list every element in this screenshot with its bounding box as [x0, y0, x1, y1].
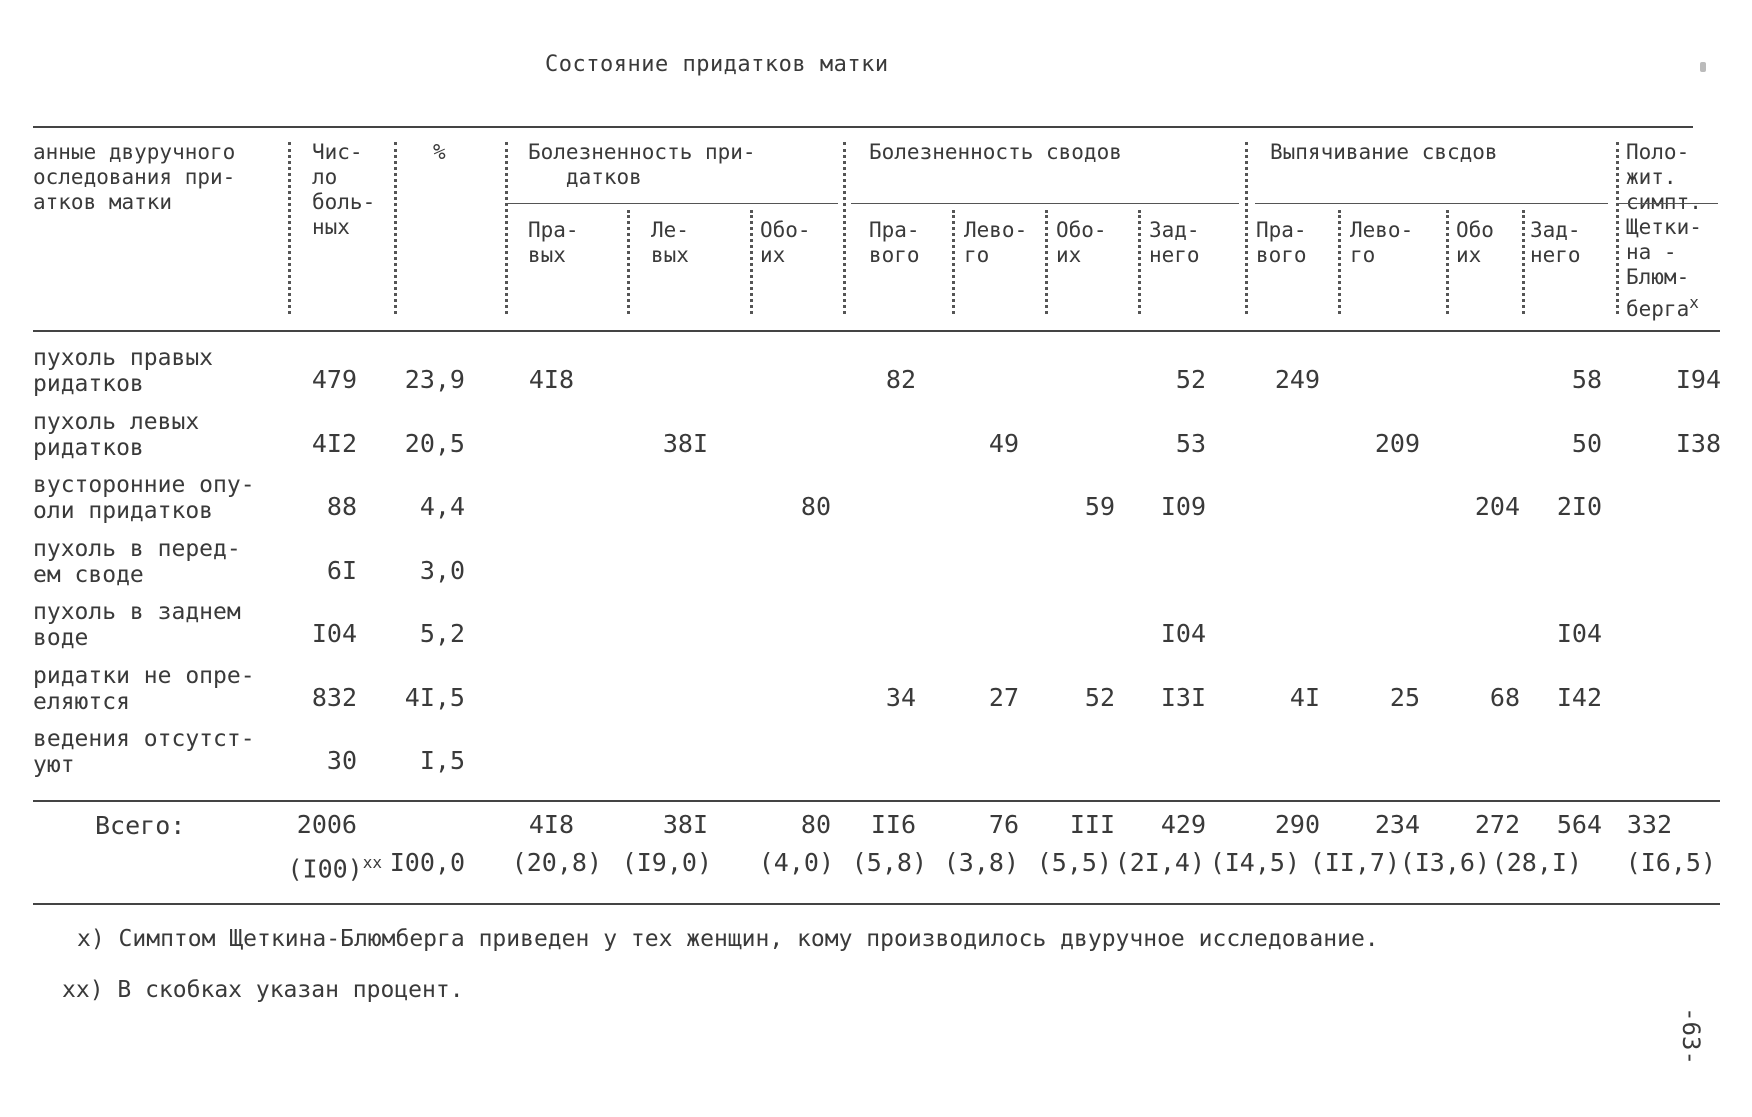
row-label: пухоль правых ридатков [33, 345, 214, 397]
bottom-rule [33, 903, 1720, 905]
total-label: Всего: [95, 811, 186, 840]
row-label: пухоль левых ридатков [33, 408, 200, 461]
cell-percent: 5,2 [419, 619, 465, 648]
total-value-percent: (20,8) [511, 848, 602, 877]
subheader-adnexa-both: Обо- их [760, 218, 811, 267]
cell-value: 2I0 [1556, 492, 1602, 521]
total-symptom: 332 [1626, 810, 1672, 839]
header-divider [288, 142, 291, 314]
total-value: II6 [870, 810, 916, 839]
header-divider [1338, 210, 1341, 314]
cell-value: 53 [1175, 428, 1206, 458]
row-label: пухоль в заднем воде [33, 599, 241, 651]
header-divider [952, 210, 955, 314]
total-top-rule [33, 800, 1720, 802]
total-value: 429 [1160, 810, 1206, 839]
total-value: 234 [1374, 810, 1420, 839]
cell-value: I04 [1160, 619, 1206, 648]
total-value-percent: (5,8) [851, 848, 927, 877]
total-count: 2006 [296, 810, 357, 839]
header-col-data: анные двуручного оследования при- атков матки [33, 140, 236, 214]
total-value: 38I [662, 810, 708, 839]
subheader-fornix-both: Обо- их [1056, 218, 1107, 267]
cell-value: 4I8 [528, 365, 574, 394]
total-value-percent: (II,7) [1309, 848, 1400, 877]
cell-value: 49 [988, 428, 1019, 458]
header-divider [1616, 142, 1619, 314]
header-divider [1446, 210, 1449, 314]
header-col-count: Чис- ло боль- ных [312, 140, 376, 239]
subheader-bulge-posterior: Зад- него [1530, 218, 1581, 267]
subheader-bulge-both: Обо их [1456, 218, 1494, 267]
cell-value: 80 [800, 492, 831, 521]
header-underline-last [1618, 203, 1718, 204]
cell-count: 479 [311, 365, 357, 394]
cell-count: 88 [326, 492, 357, 521]
cell-value: 52 [1084, 682, 1115, 712]
row-label: пухоль в перед- ем своде [33, 535, 241, 588]
total-value-percent: (3,8) [943, 848, 1019, 877]
cell-value: 249 [1274, 365, 1320, 394]
footnote-mark-x: x [1689, 293, 1699, 312]
total-value: 290 [1274, 810, 1320, 839]
header-divider [1138, 210, 1141, 314]
total-count-percent: $(I00)^{xx}$ [287, 853, 382, 884]
subheader-adnexa-left: Ле- вых [651, 218, 689, 267]
top-rule [33, 126, 1693, 128]
cell-symptom: I38 [1675, 428, 1721, 458]
cell-percent: 3,0 [419, 555, 465, 585]
total-value-percent: (2I,4) [1114, 848, 1205, 877]
cell-value: I3I [1160, 682, 1206, 712]
cell-percent: 4,4 [419, 492, 465, 521]
subheader-fornix-posterior: Зад- него [1149, 218, 1200, 267]
cell-value: 34 [885, 682, 916, 712]
total-value-percent: (I9,0) [621, 848, 712, 877]
header-divider [1522, 210, 1525, 314]
cell-percent: 20,5 [404, 428, 465, 458]
cell-value: I09 [1160, 492, 1206, 521]
cell-value: 58 [1571, 365, 1602, 394]
header-group-fornix-bulge: Выпячивание свсдов [1270, 140, 1498, 164]
total-value-percent: (5,5) [1036, 848, 1112, 877]
total-value-percent: (28,I) [1491, 848, 1582, 877]
cell-value: 59 [1084, 492, 1115, 521]
header-group-adnexa-pain: Болезненность при- датков [528, 140, 756, 189]
cell-count: 30 [326, 746, 357, 775]
cell-count: I04 [311, 619, 357, 648]
total-value: 272 [1474, 810, 1520, 839]
cell-percent: 4I,5 [404, 682, 465, 712]
total-value: 564 [1556, 810, 1602, 839]
header-divider [627, 210, 630, 314]
cell-value: 50 [1571, 428, 1602, 458]
cell-value: 209 [1374, 428, 1420, 458]
header-rule [33, 330, 1720, 332]
total-value-percent: (I3,6) [1399, 848, 1490, 877]
cell-symptom: I94 [1675, 365, 1721, 394]
header-divider [1045, 210, 1048, 314]
subheader-bulge-right: Пра- вого [1256, 218, 1307, 267]
scan-artifact [1700, 62, 1706, 72]
subheader-adnexa-right: Пра- вых [528, 218, 579, 267]
header-underline-group1 [508, 203, 838, 204]
total-value: III [1069, 810, 1115, 839]
total-value: 80 [800, 810, 831, 839]
header-divider [1245, 142, 1248, 314]
page-number: -63- [1676, 1007, 1705, 1065]
cell-value: 68 [1489, 682, 1520, 712]
row-label: ридатки не опре- еляются [33, 662, 255, 715]
header-divider [394, 142, 397, 314]
header-divider [505, 142, 508, 314]
header-divider [750, 210, 753, 314]
table-title: Состояние придатков матки [545, 52, 889, 77]
footnote-x: x) Симптом Щеткина-Блюмберга приведен у тех женщин, кому производилось двуручное исследование. [77, 926, 1379, 952]
row-label: вусторонние опу- оли придатков [33, 472, 255, 524]
subheader-fornix-left: Лево- го [964, 218, 1028, 267]
total-value-percent: (I4,5) [1209, 848, 1300, 877]
header-divider [843, 142, 846, 314]
subheader-bulge-left: Лево- го [1350, 218, 1414, 267]
cell-percent: I,5 [419, 746, 465, 775]
total-value-percent: (4,0) [758, 848, 834, 877]
cell-value: 38I [662, 428, 708, 458]
header-underline-group3 [1255, 203, 1608, 204]
cell-value: 204 [1474, 492, 1520, 521]
total-value: 76 [988, 810, 1019, 839]
cell-value: 4I [1289, 682, 1320, 712]
cell-value: 82 [885, 365, 916, 394]
total-value: 4I8 [528, 810, 574, 839]
cell-value: 25 [1389, 682, 1420, 712]
row-label: ведения отсутст- уют [33, 726, 255, 778]
header-col-percent: % [433, 140, 446, 164]
total-symptom-percent: (I6,5) [1625, 848, 1716, 877]
cell-count: 6I [326, 555, 357, 585]
header-col-symptom: Поло- жит. симпт. Щетки- на - Блюм- берга$^x$ [1626, 140, 1702, 321]
header-group-fornix-pain: Болезненность сводов [869, 140, 1122, 164]
cell-value: 27 [988, 682, 1019, 712]
cell-count: 4I2 [311, 428, 357, 458]
subheader-fornix-right: Пра- вого [869, 218, 920, 267]
footnote-mark-xx: xx [362, 853, 382, 872]
footnote-xx: xx) В скобках указан процент. [62, 977, 464, 1003]
cell-percent: 23,9 [404, 365, 465, 394]
header-underline-group2 [851, 203, 1239, 204]
cell-count: 832 [311, 682, 357, 712]
cell-value: I42 [1556, 682, 1602, 712]
cell-value: I04 [1556, 619, 1602, 648]
cell-value: 52 [1175, 365, 1206, 394]
total-percent: I00,0 [389, 848, 465, 877]
